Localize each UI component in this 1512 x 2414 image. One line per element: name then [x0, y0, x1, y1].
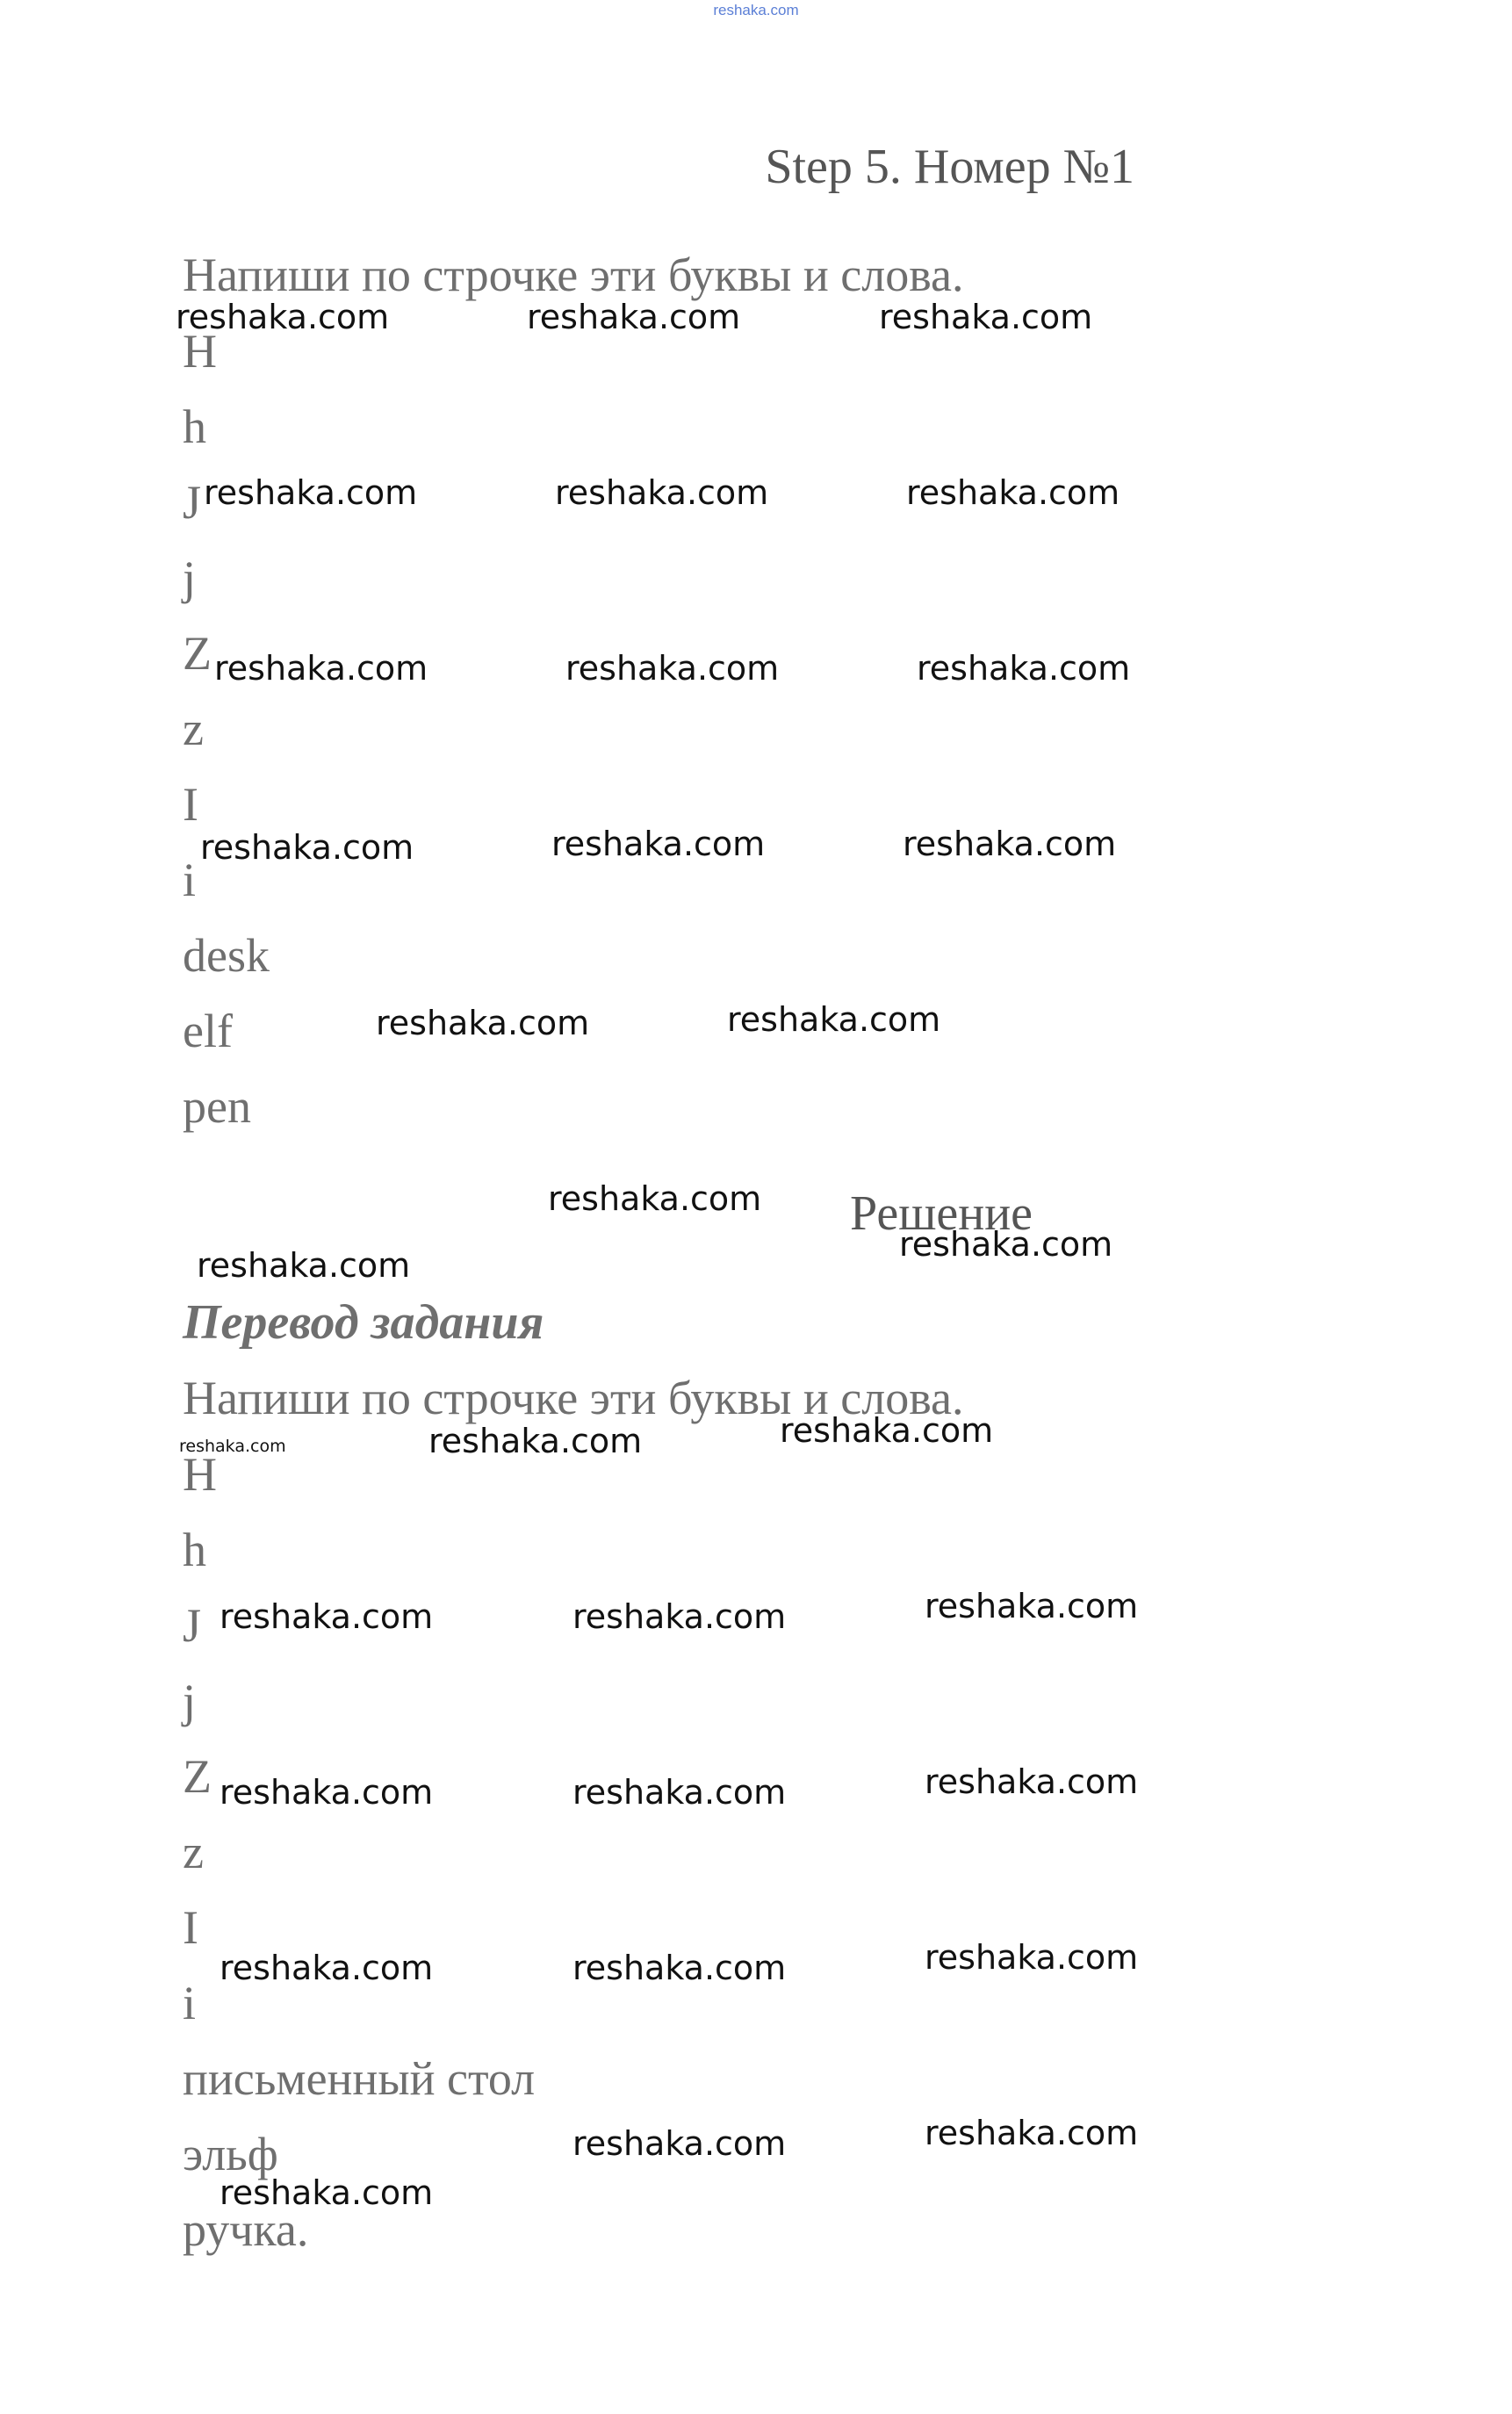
- watermark: reshaka.com: [428, 1422, 643, 1460]
- task-instruction: Напиши по строчке эти буквы и слова.: [183, 249, 964, 301]
- watermark: reshaka.com: [572, 1597, 787, 1636]
- task-item: j: [183, 551, 197, 604]
- translation-item: H: [183, 1448, 217, 1501]
- watermark: reshaka.com: [220, 2173, 434, 2212]
- watermark: reshaka.com: [906, 473, 1120, 512]
- watermark: reshaka.com: [220, 1949, 434, 1987]
- watermark: reshaka.com: [204, 473, 418, 512]
- watermark: reshaka.com: [179, 1437, 286, 1456]
- watermark: reshaka.com: [551, 825, 766, 863]
- translation-item: z: [183, 1826, 204, 1878]
- watermark: reshaka.com: [197, 1246, 411, 1285]
- watermark: reshaka.com: [780, 1411, 994, 1450]
- task-item: J: [183, 476, 202, 529]
- watermark: reshaka.com: [727, 1000, 941, 1039]
- watermark: reshaka.com: [555, 473, 769, 512]
- translation-item: ручка.: [183, 2203, 309, 2256]
- task-item: pen: [183, 1080, 251, 1133]
- watermark: reshaka.com: [572, 1949, 787, 1987]
- watermark: reshaka.com: [220, 1773, 434, 1812]
- watermark: reshaka.com: [903, 825, 1117, 863]
- watermark: reshaka.com: [925, 1762, 1139, 1801]
- watermark: reshaka.com: [925, 2114, 1139, 2152]
- translation-heading: Перевод задания: [183, 1295, 544, 1350]
- translation-instruction: Напиши по строчке эти буквы и слова.: [183, 1372, 964, 1424]
- watermark: reshaka.com: [565, 649, 780, 688]
- site-header-link[interactable]: reshaka.com: [713, 2, 799, 18]
- watermark: reshaka.com: [527, 298, 741, 336]
- watermark: reshaka.com: [899, 1225, 1113, 1264]
- watermark: reshaka.com: [176, 298, 390, 336]
- watermark: reshaka.com: [220, 1597, 434, 1636]
- task-item: i: [183, 854, 197, 906]
- task-item: I: [183, 778, 198, 831]
- translation-item: i: [183, 1977, 197, 2029]
- task-item: H: [183, 325, 217, 378]
- watermark: reshaka.com: [572, 2124, 787, 2163]
- translation-item: эльф: [183, 2128, 278, 2180]
- task-item: desk: [183, 929, 270, 982]
- watermark: reshaka.com: [879, 298, 1093, 336]
- watermark: reshaka.com: [572, 1773, 787, 1812]
- translation-item: h: [183, 1524, 206, 1576]
- watermark: reshaka.com: [200, 828, 414, 867]
- watermark: reshaka.com: [376, 1004, 590, 1042]
- translation-item: I: [183, 1901, 198, 1954]
- solution-label: Решение: [850, 1186, 1033, 1241]
- task-item: h: [183, 400, 206, 453]
- translation-item: Z: [183, 1750, 212, 1803]
- page-title: Step 5. Номер №1: [765, 140, 1134, 194]
- watermark: reshaka.com: [917, 649, 1131, 688]
- watermark: reshaka.com: [548, 1179, 762, 1218]
- task-item: z: [183, 703, 204, 755]
- translation-item: j: [183, 1675, 197, 1727]
- watermark: reshaka.com: [214, 649, 428, 688]
- translation-item: J: [183, 1599, 202, 1652]
- task-item: elf: [183, 1005, 233, 1057]
- watermark: reshaka.com: [925, 1938, 1139, 1977]
- task-item: Z: [183, 627, 212, 680]
- watermark: reshaka.com: [925, 1587, 1139, 1625]
- translation-item: письменный стол: [183, 2052, 536, 2105]
